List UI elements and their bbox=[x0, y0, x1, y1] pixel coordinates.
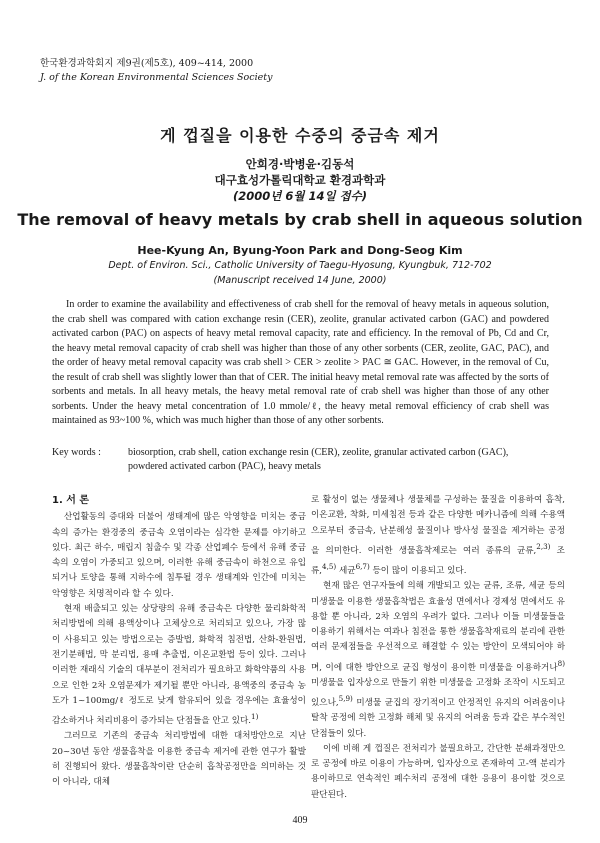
intro-paragraph-3-cont bbox=[311, 493, 565, 579]
citation: 6,7) bbox=[355, 562, 370, 572]
intro-paragraph-2-text: 현재 배출되고 있는 상당량의 유해 중금속은 다양한 물리화학적 처리방법에 의해 용액상이나 고체상으로 처리되고 있으나, 가장 많이 사용되고 있는 방법으로는 증발법, 화학적 침전법, 산화-환원법, 전기분해법, 막 분리법, 용매 추출법, 이온교환법 등이 있다. 그러나 이러한 재래식 기술의 대부분이 전처리가 필요하고 화학약품의 사용으로 인한 2차 오염문제가 제기될 뿐만 아니라, 용액중의 중금속 농도가 1~100mg/ℓ 정도로 낮게 함유되어 있을 경우에는 효율성이 감소하거나 처리비용이 증가되는 단점들을 안고 있다. bbox=[52, 604, 306, 727]
text-run: 미생물 균집의 장기적이고 안정적인 유지의 어려움이나 탈착 공정에 의한 고정화 해체 및 유지의 어려움 등과 같은 부수적인 단점들이 있다. bbox=[311, 698, 565, 739]
section-heading-introduction: 1. 서 론 bbox=[52, 495, 90, 506]
journal-citation-ko: 한국환경과학회지 제9권(제5호), 409~414, 2000 bbox=[40, 58, 254, 69]
intro-paragraph-1: 산업활동의 증대와 더불어 생태계에 많은 악영향을 미치는 중금속의 증가는 환경중의 중금속 오염이라는 심각한 문제를 야기하고 있다. 최근 하수, 매립지 침출수 및 각종 산업폐수 등에서 유해 중금속의 오염이 가중되고 있으며, 이러한 유해 중금속이 하천으로 유입되거나 토양을 통해 지하수에 침투될 경우 생태계와 인간에 미치는 악영향은 치명적이라 할 수 있다. bbox=[52, 512, 306, 599]
citation: 5,9) bbox=[338, 694, 353, 704]
received-date-korean: (2000년 6월 14일 접수) bbox=[232, 189, 368, 203]
keywords bbox=[52, 446, 549, 474]
keywords-label: Key words : bbox=[52, 447, 101, 458]
intro-paragraph-4 bbox=[311, 579, 565, 742]
text-run: 세균 bbox=[336, 565, 356, 576]
text-run: 현재 많은 연구자들에 의해 개발되고 있는 균류, 조류, 세균 등의 미생물을 이용한 생물흡착법은 효율성 면에서나 경제성 면에서도 유용할 뿐 아니라, 2차 오염의 우려가 없다. 그러나 이들 미생물들을 이용하기 위해서는 여과나 침전을 통한 생물흡착재료의 분리에 관한 여러 문제점들을 우선적으로 해결할 수 있는 방안이 모색되어야 하며, 이에 대한 방안으로 균집 형성이 용이한 미생물을 이용하거나 bbox=[311, 581, 565, 673]
body-column-right bbox=[311, 493, 565, 803]
received-date-english: (Manuscript received 14 June, 2000) bbox=[213, 275, 387, 286]
affiliation-korean: 대구효성가톨릭대학교 환경과학과 bbox=[214, 173, 386, 187]
title-korean: 게 껍질을 이용한 수중의 중금속 제거 bbox=[160, 126, 440, 145]
journal-header bbox=[40, 57, 272, 85]
intro-paragraph-3: 그러므로 기존의 중금속 처리방법에 대한 대처방안으로 지난 20~30년 동안 생물흡착을 이용한 중금속 제거에 관한 연구가 활발히 진행되어 왔다. 생물흡착이란 단순히 흡착공정만을 의미하는 것이 아니라, 대체 bbox=[52, 731, 306, 788]
text-run: 조류, bbox=[311, 545, 565, 576]
journal-name-en: J. of the Korean Environmental Sciences Society bbox=[40, 72, 273, 83]
intro-paragraph-5: 이에 비해 게 껍질은 전처리가 불필요하고, 간단한 분쇄과정만으로 공정에 바로 이용이 가능하며, 입자상으로 존재하여 고-액 분리가 용이하므로 연속적인 폐수처리 공정에 대한 응용이 용이할 것으로 판단된다. bbox=[311, 743, 565, 800]
citation: 4,5) bbox=[322, 562, 337, 572]
authors-korean: 안희경·박병윤·김동석 bbox=[245, 157, 355, 171]
abstract-text: In order to examine the availability and effectiveness of crab shell for the removal of heavy metals in aqueous solution, the crab shell was compared with cation exchange resin (CER), zeolite, granular activated carbon (GAC) and powdered activated carbon (PAC) on aspects of heavy metal removal capacity, rate and efficiency. In the removal of Pb, Cd and Cr, the heavy metal removal capacity of crab shell was higher than those of any other sorbents (CER, zeolite, GAC, PAC), and the order of heavy metal removal capacity was crab shell > CER > zeolite > PAC ≅ GAC. However, in the removal of Cu, the result of crab shell was slightly lower than that of CER. The initial heavy metal removal rate was affected by the sorts of sorbents and metals. In all heavy metals, the heavy metal removal rate of crab shell was higher than those of any other sorbents. Under the heavy metal concentration of 1.0 mmole/ℓ, the heavy metal removal efficiency of crab shell was maintained as 93~100 %, which was much higher than those of any other sorbents. bbox=[52, 299, 549, 426]
intro-paragraph-2 bbox=[52, 602, 306, 729]
affiliation-english: Dept. of Environ. Sci., Catholic University of Taegu-Hyosung, Kyungbuk, 712-702 bbox=[108, 260, 492, 271]
abstract bbox=[52, 298, 549, 429]
title-english: The removal of heavy metals by crab shell in aqueous solution bbox=[17, 210, 583, 229]
citation: 2,3) bbox=[536, 541, 551, 551]
author-block-english bbox=[0, 243, 600, 288]
citation-1: 1) bbox=[251, 712, 259, 722]
body-column-left bbox=[52, 493, 306, 791]
text-run: 등이 많이 이용되고 있다. bbox=[369, 565, 467, 576]
authors-english: Hee-Kyung An, Byung-Yoon Park and Dong-Seog Kim bbox=[137, 244, 463, 257]
text-run: 미생물을 입자상으로 만들기 위한 미생물을 고정화 조작이 시도되고 있으나, bbox=[311, 677, 565, 708]
author-block-korean bbox=[0, 156, 600, 204]
page-number: 409 bbox=[292, 815, 308, 826]
keywords-line-1: biosorption, crab shell, cation exchange resin (CER), zeolite, granular activated carbon (GAC), bbox=[128, 447, 509, 458]
text-run: 로 활성이 없는 생물체나 생물체를 구성하는 물질을 이용하여 흡착, 이온교환, 착화, 미세침전 등과 같은 다양한 메카니즘에 의해 수용액으로부터 중금속, 난분해성 물질이나 방사성 물질을 제거하는 공정을 의미한다. 이러한 생물흡착제로는 여러 종류의 균류, bbox=[311, 495, 565, 556]
citation: 8) bbox=[557, 658, 565, 668]
keywords-line-2: powdered activated carbon (PAC), heavy metals bbox=[128, 461, 321, 472]
